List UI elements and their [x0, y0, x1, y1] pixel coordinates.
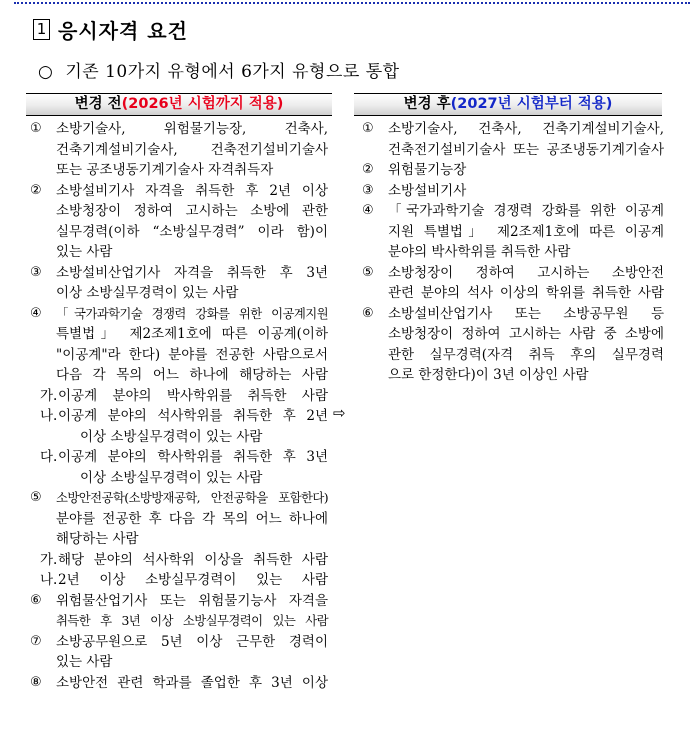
item-text-line: 소방설비기사	[388, 182, 467, 199]
before-subitem-4-ga	[28, 386, 328, 407]
before-item-6	[28, 591, 328, 632]
item-text-line: 소방안전공학(소방방재공학, 안전공학을 포함한다)	[56, 490, 328, 505]
item-text-line: 이공계 분야의 학사학위를 취득한 후 3년	[58, 449, 328, 465]
item-text-line: 2년 이상 소방실무경력이 있는 사람	[58, 572, 328, 588]
after-item-5	[360, 263, 664, 304]
before-item-4	[28, 304, 328, 386]
item-text-line: 이공계 분야의 석사학위를 취득한 후 2년	[58, 408, 328, 424]
item-text-line: 다음 각 목의 어느 하나에 해당하는 사람	[56, 367, 328, 383]
item-text-line: 해당 분야의 석사학위 이상을 취득한 사람	[58, 551, 328, 568]
item-number: ⑤	[30, 490, 42, 505]
item-text-line: 소방공무원으로 5년 이상 근무한 경력이	[56, 633, 328, 650]
before-subitem-4-na	[28, 406, 328, 447]
before-item-1	[28, 119, 328, 181]
after-criteria-list	[360, 119, 664, 386]
before-header-period: (2026년 시험까지 적용)	[121, 96, 284, 112]
item-text-line: 이상 소방실무경력이 있는 사람	[80, 469, 263, 486]
item-text-line: 지원 특별법」 제2조제1호에 따른 이공계	[388, 223, 664, 240]
item-number: ⑥	[362, 305, 374, 321]
before-item-3	[28, 263, 328, 304]
item-text-line: 소방청장이 정하여 고시하는 사람 중 소방에	[388, 326, 664, 342]
after-item-2	[360, 160, 664, 181]
item-text-line: 관한 실무경력(자격 취득 후의 실무경력	[388, 346, 664, 363]
item-text-line: 또는 공조냉동기계기술사 자격취득자	[56, 162, 274, 178]
item-text-line: 소방설비기사 자격을 취득한 후 2년 이상	[56, 182, 328, 199]
before-item-5	[28, 488, 328, 550]
before-criteria-list	[28, 119, 328, 693]
section-heading	[33, 15, 188, 44]
after-header-label: 변경 후	[403, 96, 451, 112]
before-item-8	[28, 673, 328, 694]
circle-bullet-icon: ○	[38, 62, 54, 82]
item-text-line: 소방기술사, 건축사, 건축기계설비기술사,	[388, 121, 664, 137]
subitem-mark: 다.	[40, 449, 58, 465]
before-header-label: 변경 전	[74, 96, 122, 112]
item-text-line: 분야를 전공한 후 다음 각 목의 어느 하나에	[56, 510, 328, 527]
item-text-line: 실무경력(이하 “소방실무경력” 이라 함)이	[56, 223, 328, 240]
before-item-7	[28, 632, 328, 673]
item-number: ⑤	[362, 264, 374, 280]
before-column-header	[26, 93, 332, 116]
before-subitem-5-ga	[28, 550, 328, 571]
item-number: ①	[362, 121, 374, 136]
top-dotted-border	[14, 2, 690, 4]
item-text-line: 취득한 후 3년 이상 소방실무경력이 있는 사람	[56, 613, 328, 628]
item-text-line: 해당하는 사람	[56, 531, 139, 547]
item-text-line: 「국가과학기술 경쟁력 강화를 위한 이공계지원	[56, 305, 328, 321]
summary-text: 기존 10가지 유형에서 6가지 유형으로 통합	[65, 62, 400, 82]
item-text-line: 소방설비산업기사 또는 소방공무원 등	[388, 305, 664, 322]
subitem-mark: 가.	[40, 551, 58, 568]
item-text-line: 소방안전 관련 학과를 졸업한 후 3년 이상	[56, 674, 328, 691]
item-number: ④	[362, 203, 374, 218]
section-number-box: 1	[33, 19, 50, 40]
item-number: ⑥	[30, 592, 42, 608]
item-text-line: 분야의 박사학위를 취득한 사람	[388, 244, 571, 260]
item-number: ②	[362, 162, 374, 177]
after-item-6	[360, 304, 664, 386]
item-number: ③	[30, 264, 42, 280]
item-text-line: 관련 분야의 석사 이상의 학위를 취득한 사람	[388, 285, 664, 301]
item-text-line: 으로 한정한다)이 3년 이상인 사람	[388, 367, 589, 383]
after-item-1	[360, 119, 664, 160]
summary-line	[38, 57, 400, 82]
item-text-line: 건축기계설비기술사, 건축전기설비기술사	[56, 141, 328, 158]
item-text-line: 건축전기설비기술사 또는 공조냉동기계기술사	[388, 141, 664, 158]
subitem-mark: 가.	[40, 387, 58, 404]
item-number: ⑧	[30, 674, 42, 690]
item-text-line: 특별법」 제2조제1호에 따른 이공계(이하	[56, 326, 328, 342]
item-text-line: "이공계"라 한다) 분야를 전공한 사람으로서	[56, 346, 328, 363]
item-text-line: 이공계 분야의 박사학위를 취득한 사람	[58, 387, 328, 404]
section-title: 응시자격 요건	[58, 19, 188, 43]
subitem-mark: 나.	[40, 408, 58, 424]
item-text-line: 있는 사람	[56, 244, 113, 260]
before-subitem-5-na	[28, 570, 328, 591]
item-number: ②	[30, 182, 42, 198]
item-number: ④	[30, 305, 42, 321]
item-text-line: 소방기술사, 위험물기능장, 건축사,	[56, 121, 328, 137]
item-number: ①	[30, 121, 42, 136]
after-header-period: (2027년 시험부터 적용)	[450, 96, 613, 112]
item-text-line: 소방청장이 정하여 고시하는 소방에 관한	[56, 203, 328, 219]
item-number: ③	[362, 182, 374, 198]
item-text-line: 있는 사람	[56, 654, 113, 670]
after-item-4	[360, 201, 664, 263]
after-column-header	[354, 93, 662, 116]
item-text-line: 소방설비산업기사 자격을 취득한 후 3년	[56, 264, 328, 281]
item-text-line: 소방청장이 정하여 고시하는 소방안전	[388, 264, 664, 281]
item-text-line: 이상 소방실무경력이 있는 사람	[56, 285, 239, 301]
after-item-3	[360, 181, 664, 202]
item-text-line: 위험물산업기사 또는 위험물기능사 자격을	[56, 592, 328, 609]
before-item-2	[28, 181, 328, 263]
item-text-line: 「국가과학기술 경쟁력 강화를 위한 이공계	[388, 203, 664, 219]
subitem-mark: 나.	[40, 572, 58, 588]
item-text-line: 위험물기능장	[388, 162, 467, 178]
item-number: ⑦	[30, 633, 42, 649]
item-text-line: 이상 소방실무경력이 있는 사람	[80, 428, 263, 445]
before-subitem-4-da	[28, 447, 328, 488]
right-arrow-icon: ⇨	[333, 404, 346, 422]
